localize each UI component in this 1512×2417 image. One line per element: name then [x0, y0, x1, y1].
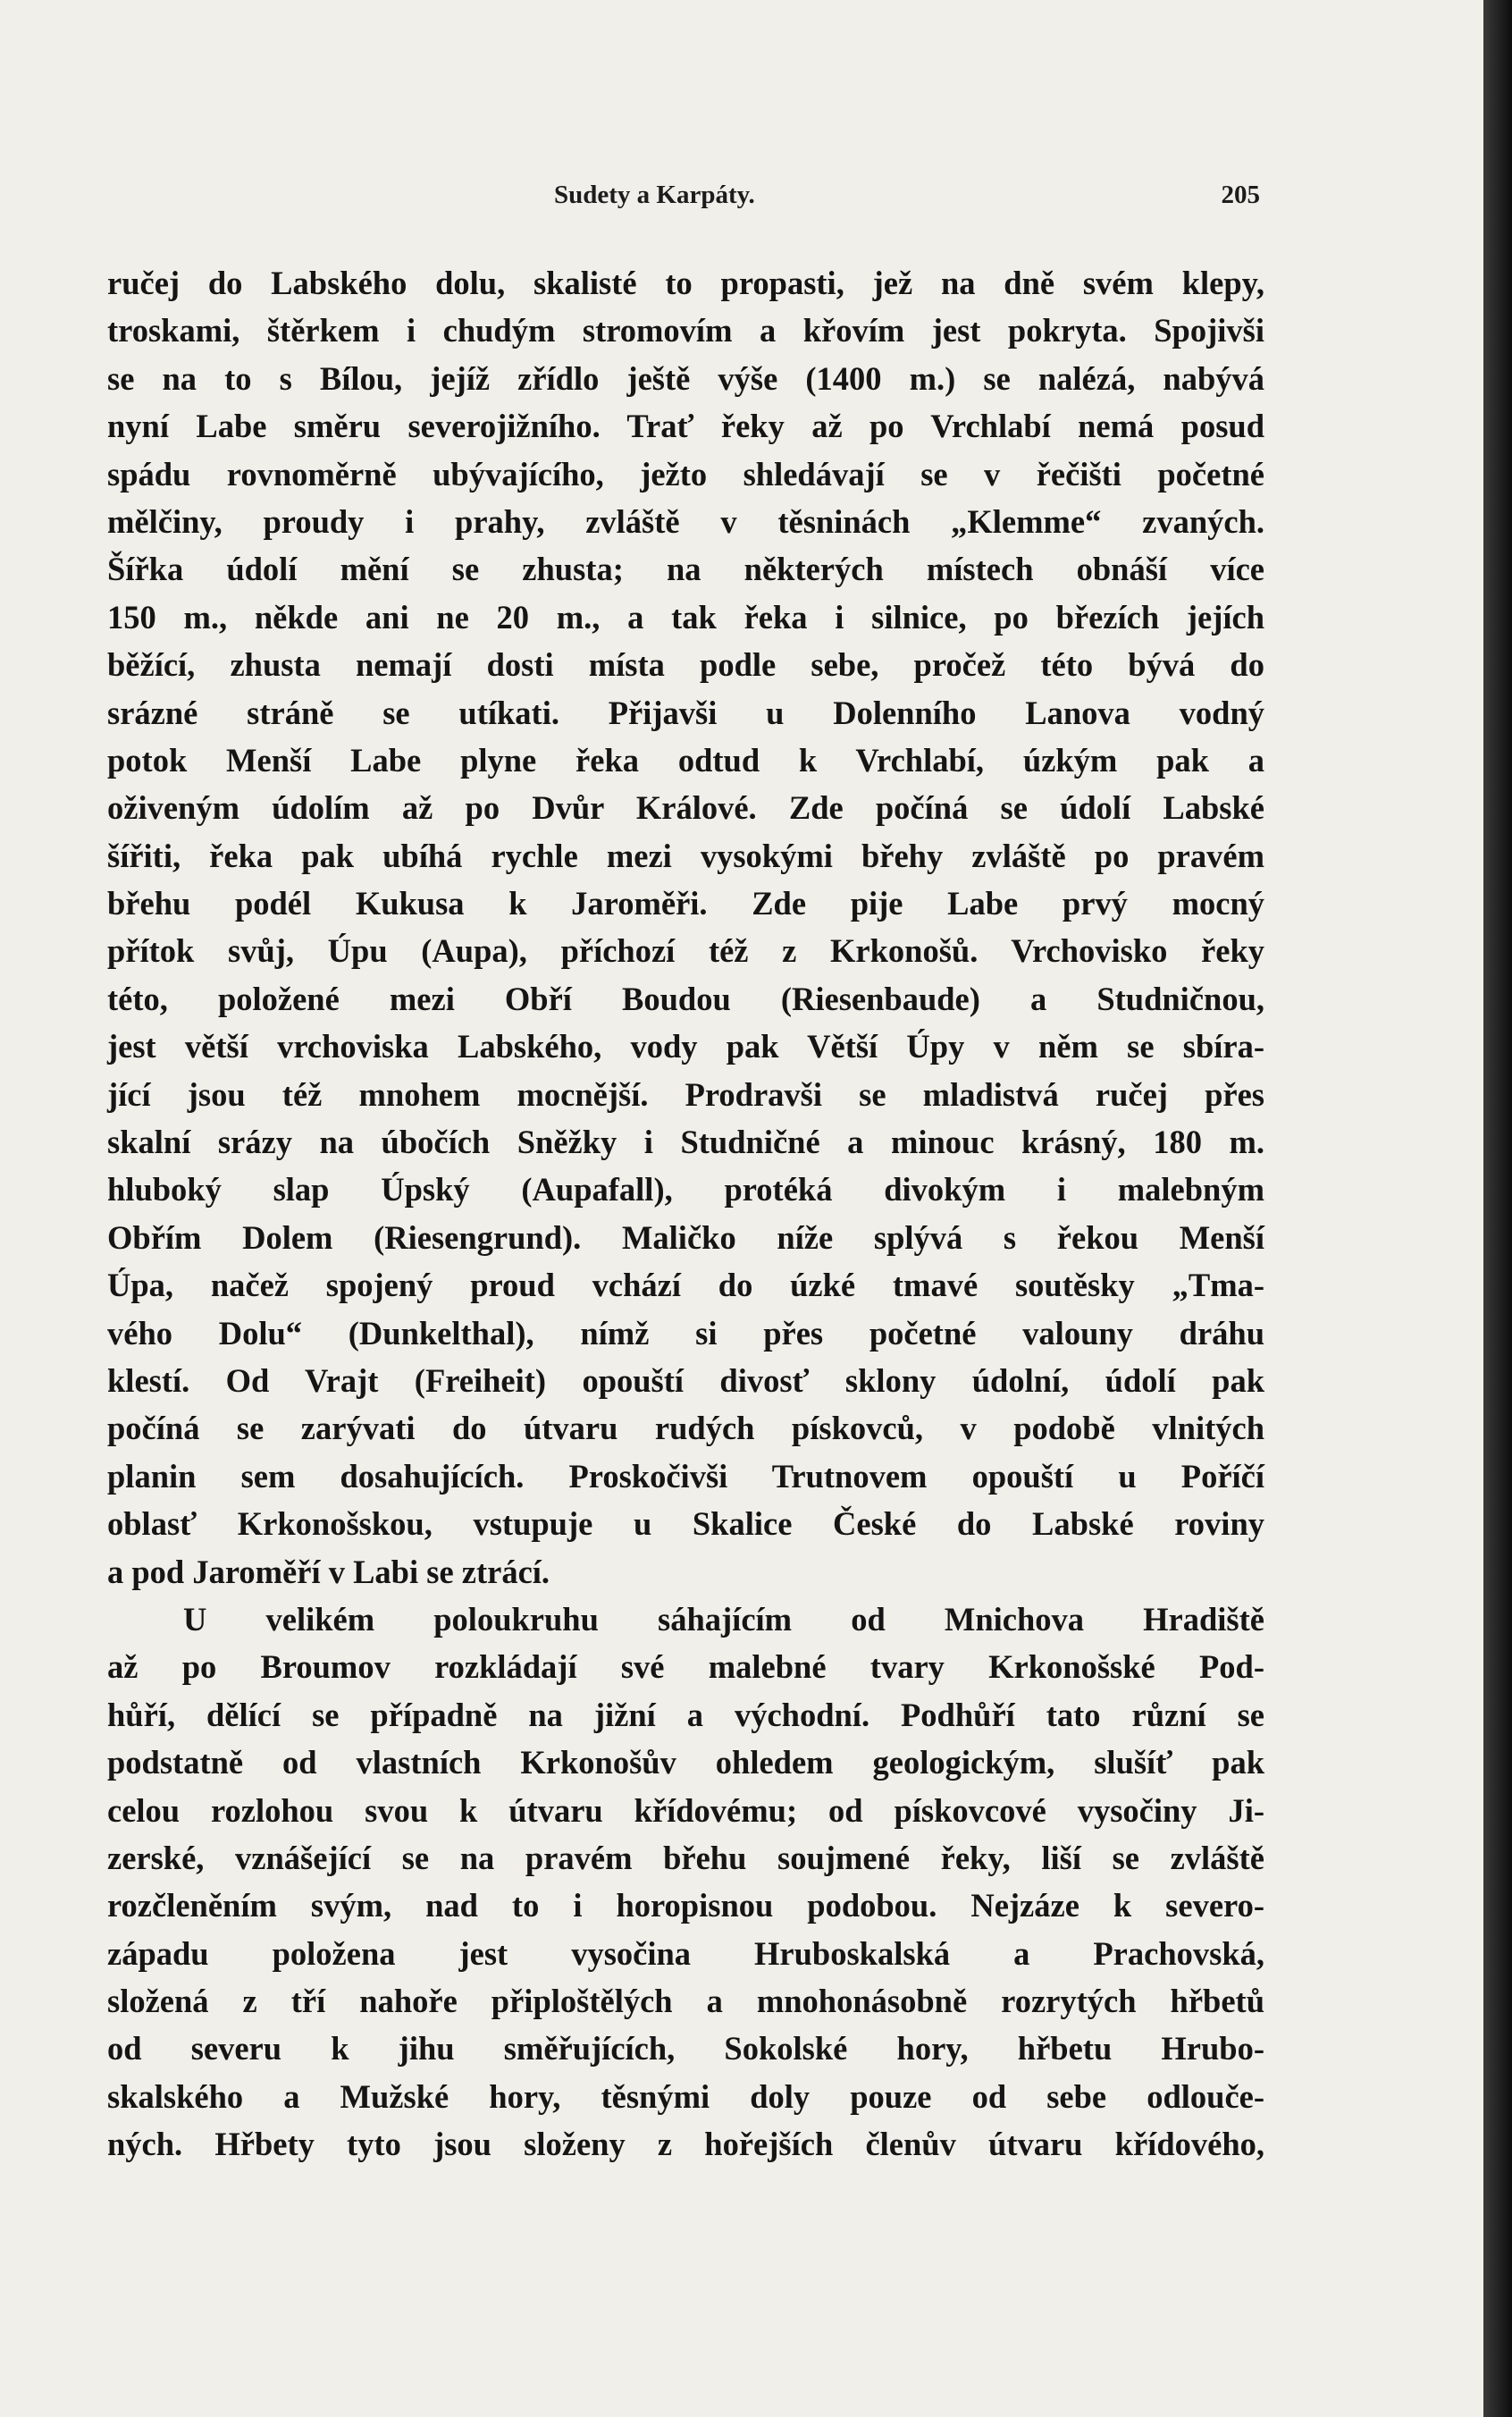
text-line: mělčiny, proudy i prahy, zvláště v těsninách „Klemme“ zvaných.	[107, 502, 1264, 540]
text-line: složená z tří nahoře připloštělých a mnohonásobně rozrytých hřbetů	[107, 1983, 1264, 2020]
text-line: a pod Jaroměří v Labi se ztrácí.	[107, 1553, 550, 1590]
text-line: této, položené mezi Obří Boudou (Riesenbaude) a Studničnou,	[107, 980, 1264, 1017]
text-line: od severu k jihu směřujících, Sokolské hory, hřbetu Hrubo-	[107, 2030, 1264, 2068]
text-line: západu položena jest vysočina Hruboskalská a Prachovská,	[107, 1934, 1264, 1972]
text-line: přítok svůj, Úpu (Aupa), příchozí též z Krkonošů. Vrchovisko řeky	[107, 932, 1264, 970]
text-line: potok Menší Labe plyne řeka odtud k Vrchlabí, úzkým pak a	[107, 741, 1264, 779]
text-line: Obřím Dolem (Riesengrund). Maličko níže splývá s řekou Menší	[107, 1218, 1264, 1256]
text-line: 150 m., někde ani ne 20 m., a tak řeka i silnice, po březích jejích	[107, 598, 1264, 636]
text-line: troskami, štěrkem i chudým stromovím a křovím jest pokryta. Spojivši	[107, 312, 1264, 349]
text-line: šířiti, řeka pak ubíhá rychle mezi vysokými břehy zvláště po pravém	[107, 837, 1264, 874]
text-line: oživeným údolím až po Dvůr Králové. Zde počíná se údolí Labské	[107, 789, 1264, 827]
text-line: běžící, zhusta nemají dosti místa podle sebe, pročež této bývá do	[107, 646, 1264, 684]
text-line: ručej do Labského dolu, skalisté to propasti, jež na dně svém klepy,	[107, 265, 1264, 301]
page-edge-shadow	[1483, 0, 1512, 2417]
text-line: Úpa, načež spojený proud vchází do úzké tmavé soutěsky „Tma-	[107, 1267, 1264, 1304]
text-line: spádu rovnoměrně ubývajícího, ježto shledávají se v řečišti početné	[107, 455, 1264, 493]
text-line: skalní srázy na úbočích Sněžky i Studničné a minouc krásný, 180 m.	[107, 1124, 1264, 1161]
text-line: klestí. Od Vrajt (Freiheit) opouští divosť sklony údolní, údolí pak	[107, 1361, 1264, 1399]
text-line: Šířka údolí mění se zhusta; na některých místech obnáší více	[107, 551, 1264, 588]
text-line: planin sem dosahujících. Proskočivši Trutnovem opouští u Poříčí	[107, 1457, 1264, 1495]
text-line: hluboký slap Úpský (Aupafall), protéká divokým i malebným	[107, 1171, 1264, 1208]
text-line: ných. Hřbety tyto jsou složeny z hořejších členův útvaru křídového,	[107, 2126, 1264, 2163]
text-line: celou rozlohou svou k útvaru křídovému; od pískovcové vysočiny Ji-	[107, 1791, 1264, 1829]
text-line: skalského a Mužské hory, těsnými doly pouze od sebe odlouče-	[107, 2077, 1264, 2115]
text-line: zerské, vznášející se na pravém břehu soujmené řeky, liší se zvláště	[107, 1839, 1264, 1876]
running-title: Sudety a Karpáty.	[554, 181, 755, 209]
text-line: břehu podél Kukusa k Jaroměři. Zde pije Labe prvý mocný	[107, 885, 1264, 922]
text-line: nyní Labe směru severojižního. Trať řeky až po Vrchlabí nemá posud	[107, 408, 1264, 445]
text-line: rozčleněním svým, nad to i horopisnou podobou. Nejzáze k severo-	[107, 1887, 1264, 1924]
text-line: oblasť Krkonošskou, vstupuje u Skalice České do Labské roviny	[107, 1505, 1264, 1543]
text-line: U velikém poloukruhu sáhajícím od Mnichova Hradiště	[183, 1600, 1264, 1638]
page-header	[107, 181, 1260, 216]
text-line: jící jsou též mnohem mocnější. Prodravši se mladistvá ručej přes	[107, 1075, 1264, 1113]
page-number: 205	[1221, 181, 1260, 209]
text-line: vého Dolu“ (Dunkelthal), nímž si přes početné valouny dráhu	[107, 1314, 1264, 1352]
text-line: podstatně od vlastních Krkonošův ohledem geologickým, slušíť pak	[107, 1744, 1264, 1781]
text-line: až po Broumov rozkládají své malebné tvary Krkonošské Pod-	[107, 1648, 1264, 1686]
text-line: se na to s Bílou, jejíž zřídlo ještě výše (1400 m.) se nalézá, nabývá	[107, 359, 1264, 397]
text-line: hůří, dělící se případně na jižní a východní. Podhůří tato různí se	[107, 1696, 1264, 1733]
body-text	[107, 259, 1264, 2169]
text-line: srázné stráně se utíkati. Přijavši u Dolenního Lanova vodný	[107, 694, 1264, 731]
text-line: počíná se zarývati do útvaru rudých pískovců, v podobě vlnitých	[107, 1410, 1264, 1447]
text-line: jest větší vrchoviska Labského, vody pak Větší Úpy v něm se sbíra-	[107, 1028, 1264, 1065]
